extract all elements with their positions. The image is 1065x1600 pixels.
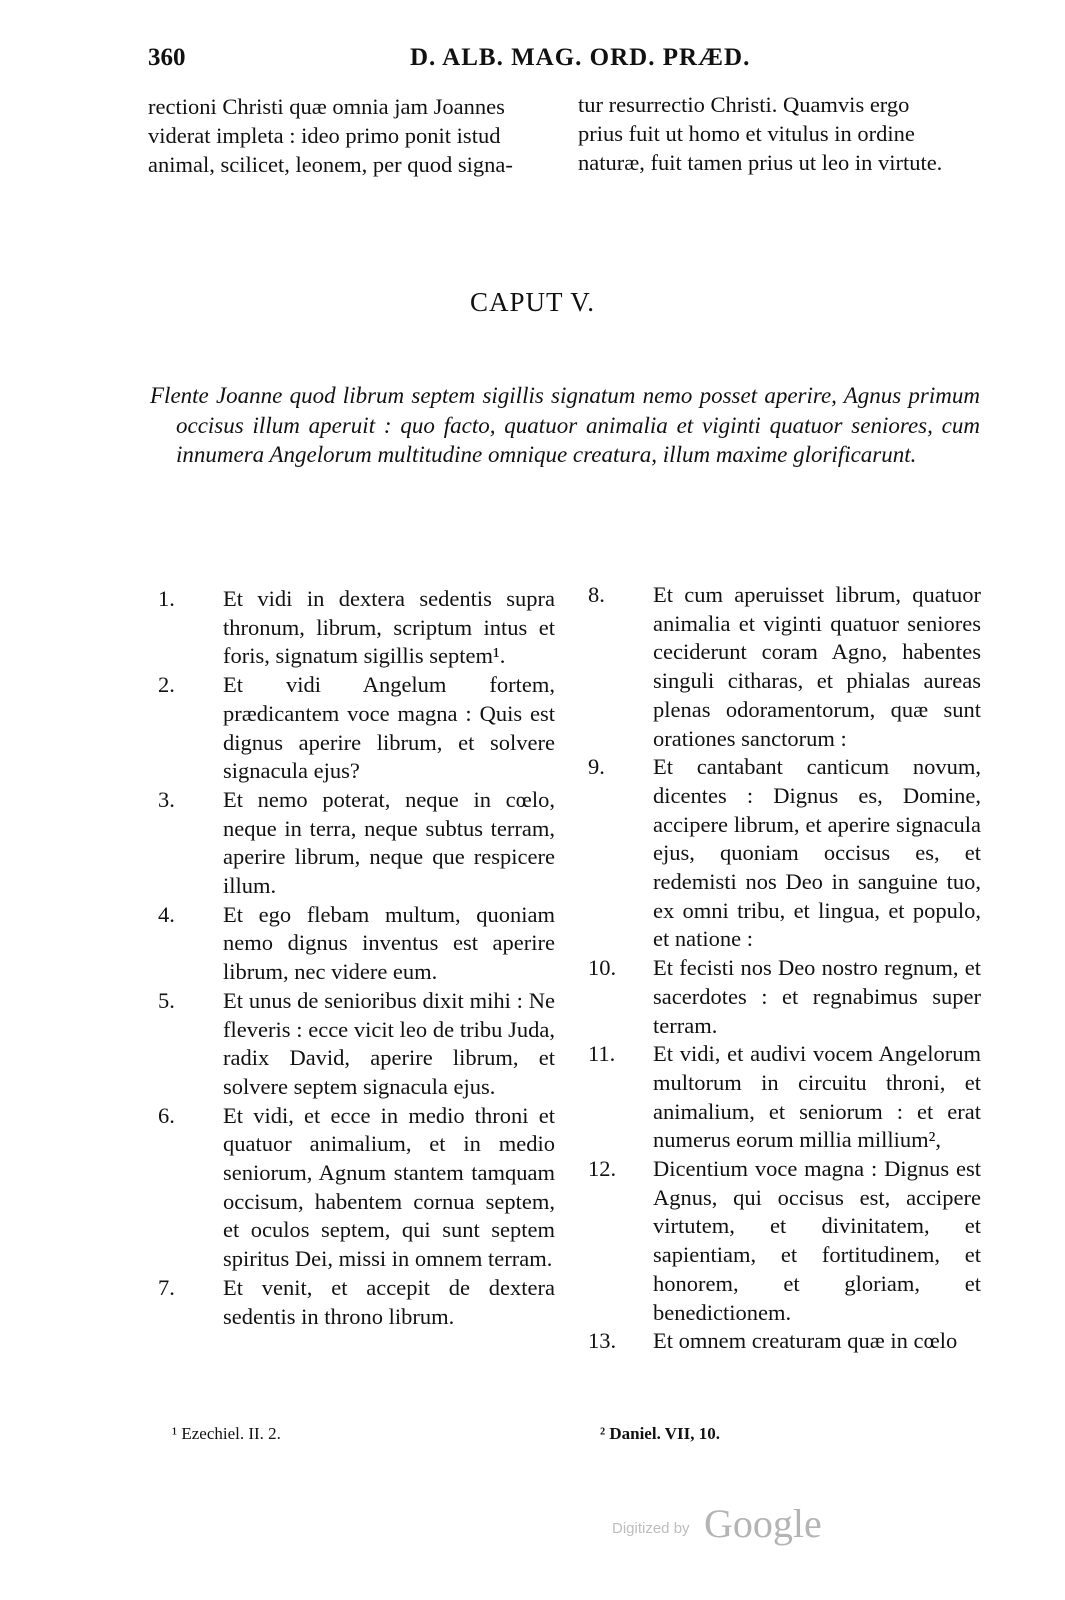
- verse: [158, 786, 555, 901]
- verse-number: 11.: [588, 1041, 616, 1067]
- verse-number: 2.: [158, 672, 175, 698]
- verse-text: Et cantabant canticum novum, dicentes : Dignus es, Domine, accipere librum, et aperire signacula ejus, quoniam occisus es, et redemisti nos Deo in sanguine tuo, ex omni tribu, et lingua, et populo, et natione :: [653, 754, 981, 952]
- verse-text: Et vidi in dextera sedentis supra thronum, librum, scriptum intus et foris, signatum sigillis septem¹.: [223, 586, 555, 669]
- verse-number: 10.: [588, 955, 617, 981]
- verse: [588, 1327, 981, 1356]
- google-logo: Google: [704, 1501, 822, 1546]
- digitized-watermark: [612, 1500, 872, 1550]
- chapter-title: CAPUT V.: [469, 287, 596, 317]
- verses-right-column: [588, 581, 981, 1356]
- text-line: prius fuit ut homo et vitulus in ordine: [578, 121, 915, 146]
- verse-number: 13.: [588, 1328, 617, 1354]
- verse: [158, 585, 555, 671]
- digitized-by-text: Digitized by: [612, 1520, 690, 1537]
- text-line: naturæ, fuit tamen prius ut leo in virtute.: [578, 150, 943, 175]
- verse-text: Et nemo poterat, neque in cœlo, neque in terra, neque subtus terram, aperire librum, neque que respicere illum.: [223, 786, 555, 899]
- verse-number: 12.: [588, 1156, 617, 1182]
- running-head: D. ALB. MAG. ORD. PRÆD.: [410, 44, 751, 71]
- verse-text: Dicentium voce magna : Dignus est Agnus, qui occisus est, accipere virtutem, et divinitatem, et sapientiam, et fortitudinem, et honorem, et gloriam, et benedictionem.: [653, 1156, 981, 1325]
- verse-text: Et vidi Angelum fortem, prædicantem voce magna : Quis est dignus aperire librum, et solvere signacula ejus?: [223, 672, 555, 784]
- top-text-right: [578, 90, 978, 177]
- verse: [158, 671, 555, 786]
- page-number: 360: [148, 44, 186, 71]
- verse-text: Et fecisti nos Deo nostro regnum, et sacerdotes : et regnabimus super terram.: [653, 955, 981, 1038]
- verse: [588, 1155, 981, 1327]
- verse: [158, 901, 555, 987]
- verse-text: Et omnem creaturam quæ in cœlo: [653, 1328, 958, 1354]
- verse: [588, 1040, 981, 1155]
- footnote-left: ¹ Ezechiel. II. 2.: [172, 1424, 281, 1443]
- verse-text: Et ego flebam multum, quoniam nemo dignus inventus est aperire librum, nec videre eum.: [223, 901, 555, 985]
- page-header: [148, 44, 978, 84]
- verse-number: 9.: [588, 754, 605, 780]
- verse-number: 6.: [158, 1102, 175, 1128]
- verse: [588, 753, 981, 954]
- verse-number: 3.: [158, 786, 175, 812]
- verse: [588, 954, 981, 1040]
- verse-text: Et unus de senioribus dixit mihi : Ne fleveris : ecce vicit leo de tribu Juda, radix David, aperire librum, et solvere septem signacula ejus.: [223, 987, 555, 1099]
- verse-number: 7.: [158, 1274, 175, 1300]
- text-line: tur resurrectio Christi. Quamvis ergo: [578, 92, 910, 117]
- verse-number: 4.: [158, 901, 175, 927]
- chapter-summary: [150, 381, 980, 470]
- verse-text: Et venit, et accepit de dextera sedentis in throno librum.: [223, 1274, 555, 1329]
- verse: [158, 1274, 555, 1331]
- top-text-left: [148, 92, 551, 179]
- verse-text: Et cum aperuisset librum, quatuor animalia et viginti quatuor seniores ceciderunt coram Agno, habentes singuli citharas, et phialas aureas plenas odoramentorum, quæ sunt orationes sanctorum :: [653, 582, 981, 751]
- text-line: animal, scilicet, leonem, per quod signa-: [148, 152, 513, 177]
- text-line: viderat impleta : ideo primo ponit istud: [148, 123, 501, 148]
- verse-text: Et vidi, et audivi vocem Angelorum multorum in circuitu throni, et animalium, et seniorum : et erat numerus eorum millia millium²,: [653, 1041, 981, 1153]
- verse: [158, 1102, 555, 1274]
- verse-number: 8.: [588, 582, 605, 607]
- verse-number: 5.: [158, 987, 175, 1013]
- verse-number: 1.: [158, 586, 175, 611]
- verse: [588, 581, 981, 753]
- footnote-right: ² Daniel. VII, 10.: [600, 1424, 721, 1443]
- chapter-summary-text: Flente Joanne quod librum septem sigillis signatum nemo posset aperire, Agnus primum occisus illum aperuit : quo facto, quatuor animalia et viginti quatuor seniores, cum innumera Angelorum multitudine omnique creatura, illum maxime glorificarunt.: [150, 383, 980, 467]
- verse: [158, 987, 555, 1102]
- verses-left-column: [158, 585, 555, 1331]
- text-line: rectioni Christi quæ omnia jam Joannes: [148, 94, 505, 119]
- verse-text: Et vidi, et ecce in medio throni et quatuor animalium, et in medio seniorum, Agnum stantem tamquam occisum, habentem cornua septem, et oculos septem, qui sunt septem spiritus Dei, missi in omnem terram.: [223, 1102, 555, 1272]
